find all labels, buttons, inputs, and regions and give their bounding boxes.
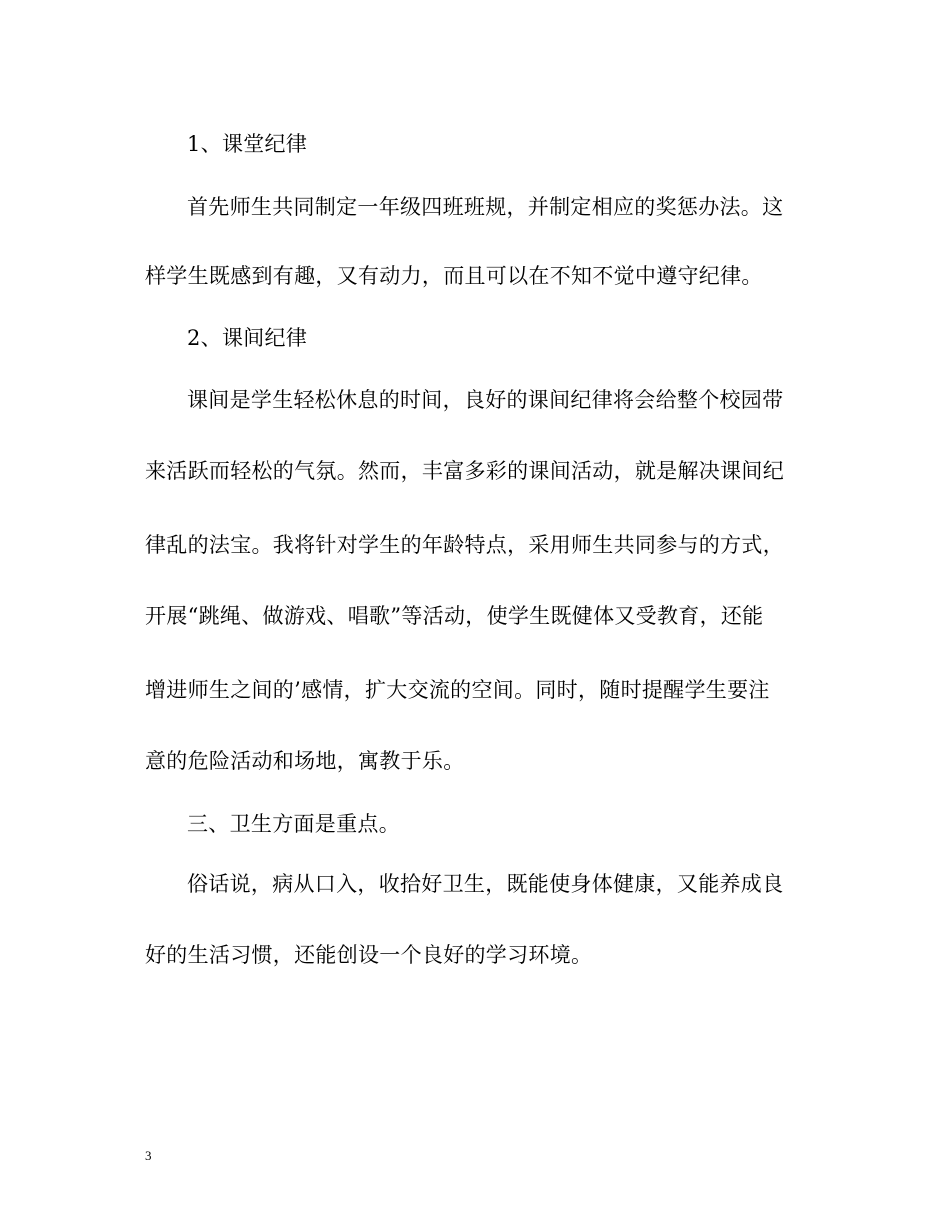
page-number: 3 bbox=[145, 1148, 152, 1163]
paragraph-line: 课间是学生轻松休息的时间，良好的课间纪律将会给整个校园带 bbox=[187, 388, 784, 412]
paragraph-line: 开展“跳绳、做游戏、唱歌”等活动，使学生既健体又受教育，还能 bbox=[145, 604, 764, 628]
paragraph-line: 样学生既感到有趣，又有动力，而且可以在不知不觉中遵守纪律。 bbox=[145, 264, 763, 288]
paragraph-line: 俗话说，病从口入，收拾好卫生，既能使身体健康，又能养成良 bbox=[187, 872, 784, 896]
paragraph-line: 来活跃而轻松的气氛。然而，丰富多彩的课间活动，就是解决课间纪 bbox=[145, 459, 784, 483]
paragraph-line: 增进师生之间的’感情，扩大交流的空间。同时，随时提醒学生要注 bbox=[145, 678, 770, 702]
paragraph-line: 好的生活习惯，还能创设一个良好的学习环境。 bbox=[145, 943, 593, 967]
heading-classroom-discipline: 1、课堂纪律 bbox=[187, 132, 308, 156]
heading-break-discipline: 2、课间纪律 bbox=[187, 326, 308, 350]
paragraph-line: 律乱的法宝。我将针对学生的年龄特点，采用师生共同参与的方式， bbox=[145, 533, 784, 557]
heading-hygiene: 三、卫生方面是重点。 bbox=[187, 812, 400, 836]
paragraph-line: 意的危险活动和场地，寓教于乐。 bbox=[145, 749, 465, 773]
paragraph-line: 首先师生共同制定一年级四班班规，并制定相应的奖惩办法。这 bbox=[187, 195, 784, 219]
